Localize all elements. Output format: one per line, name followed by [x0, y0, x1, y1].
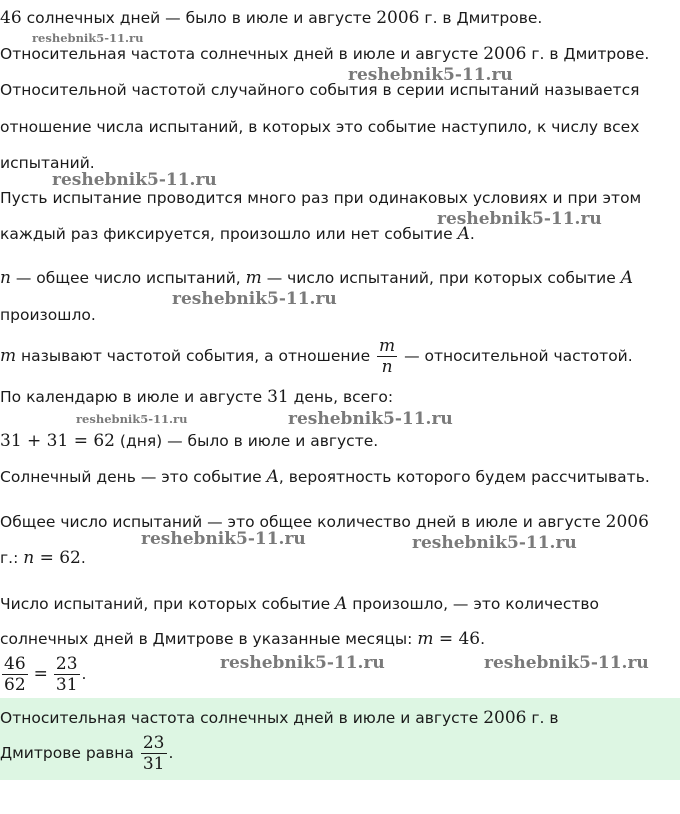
year: 2006 [605, 512, 649, 532]
var-m: m [417, 629, 434, 649]
line-12 [0, 431, 378, 451]
fraction-23-31 [141, 733, 167, 774]
text: — относительной частотой. [399, 347, 633, 365]
watermark: reshebnik5-11.ru [348, 65, 513, 85]
year: 2006 [376, 8, 420, 28]
text: — общее число испытаний, [10, 269, 246, 287]
text: г.: [0, 549, 24, 567]
denominator: n [381, 357, 393, 377]
var-n: n [0, 268, 11, 288]
line-18 [0, 654, 86, 695]
watermark: reshebnik5-11.ru [412, 533, 577, 553]
var-n: n [23, 548, 35, 568]
text: По календарю в июле и августе [0, 388, 268, 406]
equals-sign: = [33, 664, 48, 684]
watermark: reshebnik5-11.ru [141, 529, 306, 549]
number-46: 46 [0, 8, 22, 28]
equation: 31 + 31 = 62 [0, 431, 115, 451]
value: = 62 [34, 548, 81, 568]
text: каждый раз фиксируется, произошло или нет событие [0, 225, 458, 243]
numerator: 23 [142, 733, 165, 753]
text: Относительная частота солнечных дней в июле и августе [0, 45, 484, 63]
numerator: 46 [4, 654, 26, 674]
text: произошло, — это количество [347, 595, 599, 613]
line-7 [0, 224, 475, 244]
line-1 [0, 8, 542, 28]
line-2 [0, 44, 649, 64]
text: Солнечный день — это событие [0, 468, 267, 486]
line-16 [0, 594, 599, 614]
year: 2006 [483, 44, 527, 64]
line-15 [0, 548, 86, 568]
line-14 [0, 512, 649, 532]
text: . [168, 744, 174, 762]
watermark: reshebnik5-11.ru [220, 653, 385, 673]
year: 2006 [483, 708, 527, 728]
text: . [480, 630, 486, 648]
text: г. в Дмитрове. [526, 45, 650, 63]
text: день, всего: [288, 388, 394, 406]
text: солнечных дней в Дмитрове в указанные месяцы: [0, 630, 418, 648]
fraction-23-31 [54, 654, 80, 695]
watermark: reshebnik5-11.ru [52, 170, 217, 190]
var-m: m [0, 346, 17, 366]
text: Относительная частота солнечных дней в июле и августе [0, 709, 484, 727]
text: — число испытаний, при которых событие [261, 269, 621, 287]
fraction-46-62 [2, 654, 28, 695]
event-A: A [457, 224, 470, 244]
text: г. в [526, 709, 559, 727]
numerator: 23 [55, 654, 78, 674]
text: солнечных дней — было в июле и августе [21, 9, 377, 27]
text: , вероятность которого будем рассчитывать. [278, 468, 650, 486]
var-m: m [245, 268, 262, 288]
watermark: reshebnik5-11.ru [484, 653, 649, 673]
watermark: reshebnik5-11.ru [288, 409, 453, 429]
event-A: A [620, 268, 633, 288]
line-9: произошло. [0, 306, 96, 324]
watermark: reshebnik5-11.ru [32, 31, 144, 45]
denominator: 62 [4, 675, 26, 695]
event-A: A [335, 594, 348, 614]
line-6: Пусть испытание проводится много раз при одинаковых условиях и при этом [0, 189, 642, 207]
text: называют частотой события, а отношение [16, 347, 376, 365]
line-4: отношение числа испытаний, в которых это событие наступило, к числу всех [0, 118, 640, 136]
number-31: 31 [267, 387, 289, 407]
text: . [81, 665, 87, 683]
line-13 [0, 467, 650, 487]
answer-line-2 [0, 733, 173, 774]
text: (дня) — было в июле и августе. [115, 432, 379, 450]
answer-line-1 [0, 708, 559, 728]
line-8 [0, 268, 633, 288]
text: . [80, 549, 86, 567]
fraction-m-over-n [377, 336, 397, 377]
line-17 [0, 629, 485, 649]
text: Дмитрове равна [0, 744, 139, 762]
line-10 [0, 336, 633, 377]
denominator: 31 [55, 675, 78, 695]
value: = 46 [433, 629, 481, 649]
watermark: reshebnik5-11.ru [437, 209, 602, 229]
denominator: 31 [142, 754, 165, 774]
watermark: reshebnik5-11.ru [172, 289, 337, 309]
numerator: m [379, 336, 396, 356]
event-A: A [266, 467, 279, 487]
line-5: испытаний. [0, 154, 95, 172]
text: г. в Дмитрове. [419, 9, 543, 27]
line-11 [0, 387, 393, 407]
text: Общее число испытаний — это общее количество дней в июле и августе [0, 513, 606, 531]
text: Число испытаний, при которых событие [0, 595, 336, 613]
watermark: reshebnik5-11.ru [76, 412, 188, 426]
line-3: Относительной частотой случайного события в серии испытаний называется [0, 81, 640, 99]
text: . [469, 225, 475, 243]
